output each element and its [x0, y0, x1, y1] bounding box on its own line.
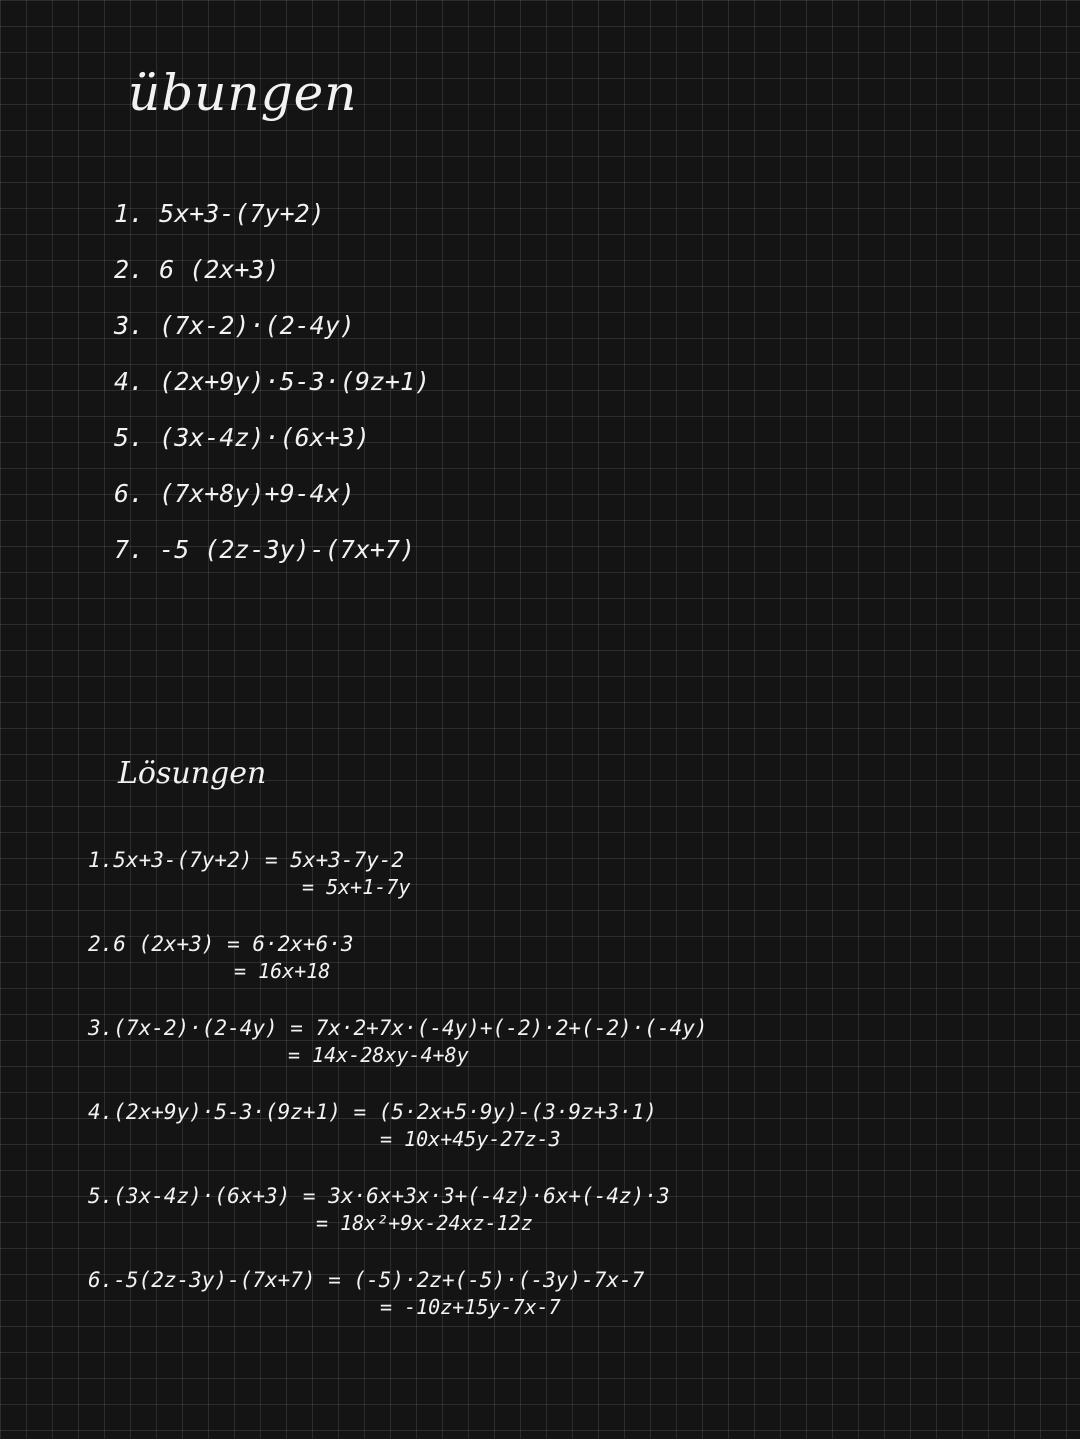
exercise-item: 1. 5x+3-(7y+2) [114, 199, 325, 228]
solution-2 [88, 930, 354, 984]
solution-line: 2.6 (2x+3) = 6·2x+6·3 [88, 932, 354, 956]
solution-6 [88, 1266, 644, 1320]
solution-line: 5.(3x-4z)·(6x+3) = 3x·6x+3x·3+(-4z)·6x+(-4z)·3 [88, 1184, 670, 1208]
solution-line: 6.-5(2z-3y)-(7x+7) = (-5)·2z+(-5)·(-3y)-7x-7 [88, 1268, 645, 1292]
solution-5 [88, 1182, 670, 1236]
solution-line: 1.5x+3-(7y+2) = 5x+3-7y-2 [88, 848, 405, 872]
exercise-item: 7. -5 (2z-3y)-(7x+7) [114, 535, 416, 564]
exercise-item: 6. (7x+8y)+9-4x) [114, 479, 355, 508]
solution-continuation: = 14x-28xy-4+8y [288, 1043, 469, 1067]
exercise-list [114, 194, 430, 586]
solution-continuation: = 10x+45y-27z-3 [380, 1127, 561, 1151]
solution-4 [88, 1098, 657, 1152]
solution-continuation: = 5x+1-7y [302, 875, 411, 899]
solution-continuation: = 16x+18 [234, 959, 331, 983]
solution-1 [88, 846, 410, 900]
solution-continuation: = -10z+15y-7x-7 [380, 1295, 561, 1319]
solution-3 [88, 1014, 708, 1068]
solution-continuation: = 18x²+9x-24xz-12z [316, 1211, 533, 1235]
exercise-item: 4. (2x+9y)·5-3·(9z+1) [114, 367, 431, 396]
page-title: übungen [128, 64, 358, 122]
exercise-item: 2. 6 (2x+3) [114, 255, 280, 284]
solution-line: 4.(2x+9y)·5-3·(9z+1) = (5·2x+5·9y)-(3·9z+3·1) [88, 1100, 657, 1124]
exercise-item: 5. (3x-4z)·(6x+3) [114, 423, 370, 452]
solutions-title: Lösungen [118, 756, 267, 791]
solution-line: 3.(7x-2)·(2-4y) = 7x·2+7x·(-4y)+(-2)·2+(-2)·(-4y) [88, 1016, 708, 1040]
exercise-item: 3. (7x-2)·(2-4y) [114, 311, 355, 340]
